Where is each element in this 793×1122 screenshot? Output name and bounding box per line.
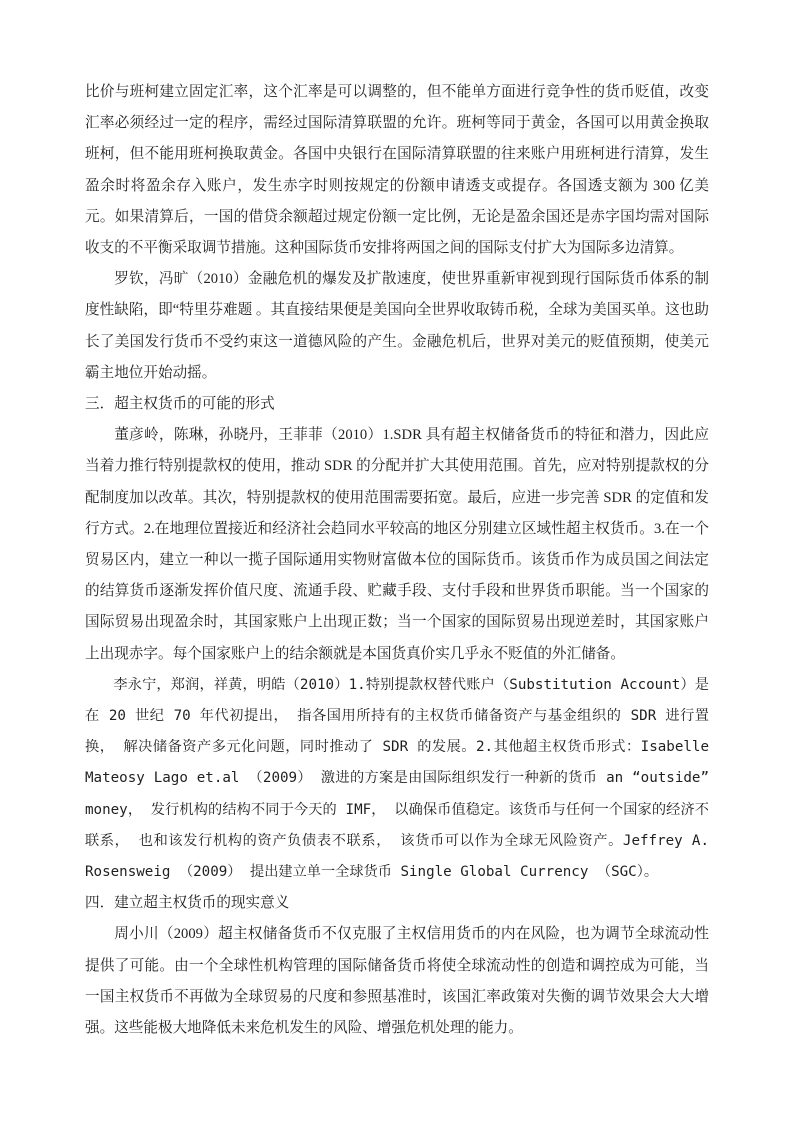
paragraph-liyongning-2010: 李永宁，郑润，祥黄，明皓（2010）1.特别提款权替代账户（Substitution Account）是在 20 世纪 70 年代初提出， 指各国用所持有的主权货币储备资产与基金组织的 SDR 进行置换， 解决储备资产多元化问题，同时推动了 SDR 的发展。2.其他超主权货币形式：Isabelle Mateosy Lago et.al （2009） 激进的方案是由国际组织发行一种新的货币 an “outside” money， 发行机构的结构不同于今天的 IMF， 以确保币值稳定。该货币与任何一个国家的经济不联系， 也和该发行机构的资产负债表不联系， 该货币可以作为全球无风险资产。Jeffrey A. Rosensweig （2009） 提出建立单一全球货币 Single Global Currency （SGC）。 bbox=[85, 676, 709, 881]
paragraph-zhouxiaochuan-2009: 周小川（2009）超主权储备货币不仅克服了主权信用货币的内在风险，也为调节全球流动性提供了可能。由一个全球性机构管理的国际储备货币将使全球流动性的创造和调控成为可能，当一国主权货币不再做为全球贸易的尺度和参照基准时，该国汇率政策对失衡的调节效果会大大增强。这些能极大地降低未来危机发生的风险、增强危机处理的能力。 bbox=[85, 926, 709, 1037]
section-heading-four: 四．建立超主权货币的现实意义 bbox=[85, 895, 290, 912]
paragraph-bancor-clearing-union: 比价与班柯建立固定汇率，这个汇率是可以调整的，但不能单方面进行竞争性的货币贬值，改变汇率必须经过一定的程序，需经过国际清算联盟的允许。班柯等同于黄金，各国可以用黄金换取班柯，但不能用班柯换取黄金。各国中央银行在国际清算联盟的往来账户用班柯进行清算，发生盈余时将盈余存入账户，发生赤字时则按规定的份额申请透支或提存。各国透支额为 300 亿美元。如果清算后，一国的借贷余额超过规定份额一定比例，无论是盈余国还是赤字国均需对国际收支的不平衡采取调节措施。这种国际货币安排将两国之间的国际支付扩大为国际多边清算。 bbox=[85, 84, 709, 257]
section-heading-three: 三．超主权货币的可能的形式 bbox=[85, 396, 275, 413]
page-text-block bbox=[85, 77, 709, 1044]
paragraph-dongyanling-2010: 董彦岭，陈琳，孙晓丹，王菲菲（2010）1.SDR 具有超主权储备货币的特征和潜力，因此应当着力推行特别提款权的使用，推动 SDR 的分配并扩大其使用范围。首先，应对特别提款权的分配制度加以改革。其次，特别提款权的使用范围需要拓宽。最后，应进一步完善 SDR 的定值和发行方式。2.在地理位置接近和经济社会趋同水平较高的地区分别建立区域性超主权货币。3.在一个贸易区内，建立一种以一揽子国际通用实物财富做本位的国际货币。该货币作为成员国之间法定的结算货币逐渐发挥价值尺度、流通手段、贮藏手段、支付手段和世界货币职能。当一个国家的国际贸易出现盈余时，其国家账户上出现正数；当一个国家的国际贸易出现逆差时，其国家账户上出现赤字。每个国家账户上的结余额就是本国货真价实几乎永不贬值的外汇储备。 bbox=[85, 427, 709, 662]
paragraph-luoqin-fengkuang-2010: 罗钦，冯旷（2010）金融危机的爆发及扩散速度，使世界重新审视到现行国际货币体系的制度性缺陷，即“特里芬难题 。其直接结果便是美国向全世界收取铸币税，全球为美国买单。这也助长了美国发行货币不受约束这一道德风险的产生。金融危机后，世界对美元的贬值预期，使美元霸主地位开始动摇。 bbox=[85, 271, 709, 381]
